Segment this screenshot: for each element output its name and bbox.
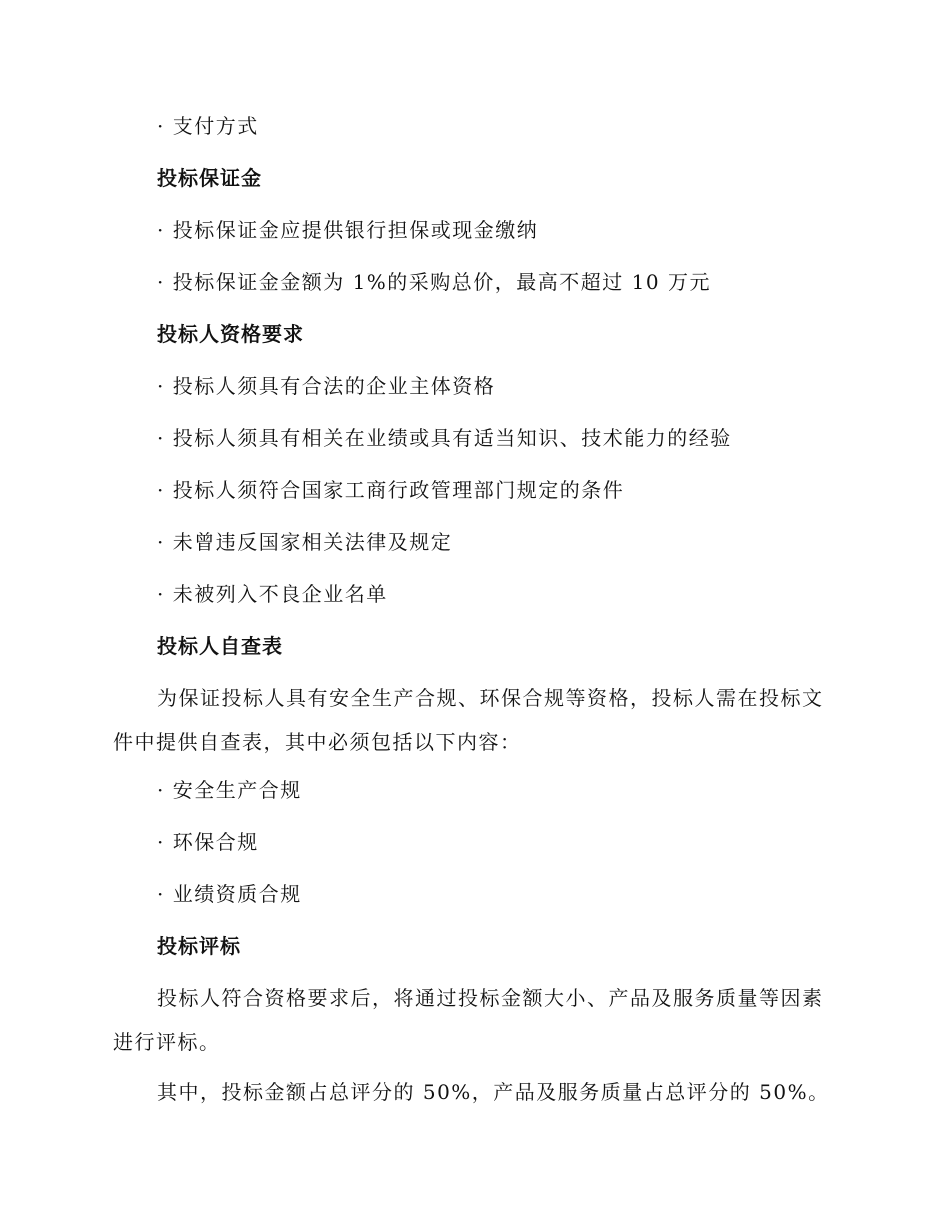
heading-bid-evaluation: 投标评标 bbox=[157, 934, 241, 958]
bullet-payment-method: · 支付方式 bbox=[157, 114, 259, 138]
bullet-regulatory-conditions: · 投标人须符合国家工商行政管理部门规定的条件 bbox=[157, 478, 625, 502]
bullet-performance-compliance: · 业绩资质合规 bbox=[157, 882, 302, 906]
paragraph-evaluation-line-2: 进行评标。 bbox=[113, 1030, 221, 1054]
paragraph-self-check-line-1: 为保证投标人具有安全生产合规、环保合规等资格，投标人需在投标文 bbox=[157, 686, 824, 710]
heading-bid-bond: 投标保证金 bbox=[157, 166, 262, 190]
heading-self-check-form: 投标人自查表 bbox=[157, 634, 283, 658]
bullet-bid-bond-guarantee: · 投标保证金应提供银行担保或现金缴纳 bbox=[157, 218, 539, 242]
bullet-relevant-experience: · 投标人须具有相关在业绩或具有适当知识、技术能力的经验 bbox=[157, 426, 732, 450]
bullet-legal-entity: · 投标人须具有合法的企业主体资格 bbox=[157, 374, 496, 398]
paragraph-evaluation-line-1: 投标人符合资格要求后，将通过投标金额大小、产品及服务质量等因素 bbox=[157, 986, 824, 1010]
bullet-environmental-compliance: · 环保合规 bbox=[157, 830, 259, 854]
bullet-not-blacklisted: · 未被列入不良企业名单 bbox=[157, 582, 388, 606]
bullet-no-violations: · 未曾违反国家相关法律及规定 bbox=[157, 530, 453, 554]
paragraph-self-check-line-2: 件中提供自查表，其中必须包括以下内容： bbox=[113, 730, 522, 754]
bullet-safety-compliance: · 安全生产合规 bbox=[157, 778, 302, 802]
bullet-bid-bond-amount: · 投标保证金金额为 1%的采购总价，最高不超过 10 万元 bbox=[157, 270, 711, 294]
heading-bidder-qualifications: 投标人资格要求 bbox=[157, 322, 304, 346]
paragraph-scoring-weights: 其中，投标金额占总评分的 50%，产品及服务质量占总评分的 50%。 bbox=[157, 1080, 830, 1104]
